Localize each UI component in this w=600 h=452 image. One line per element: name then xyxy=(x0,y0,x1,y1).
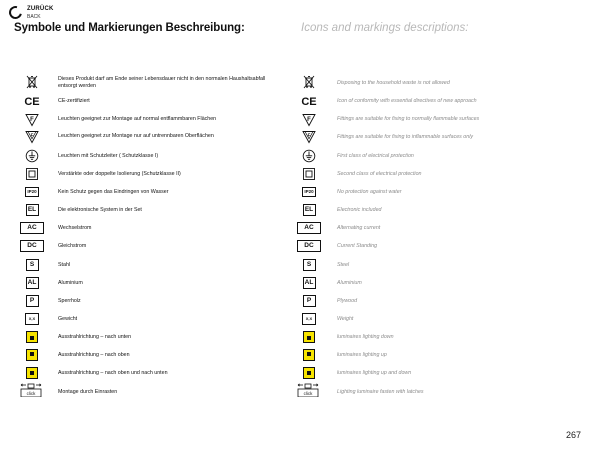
click-label: click xyxy=(26,391,36,396)
weee-crossed-bin-icon xyxy=(297,75,321,89)
ce-mark-icon: CE xyxy=(24,96,40,108)
click-latch-icon xyxy=(293,383,323,399)
ce-mark-icon: CE xyxy=(301,96,317,108)
description-en: Disposing to the household waste is not allowed xyxy=(337,80,450,86)
light-up-down-icon xyxy=(20,366,44,380)
plywood-box-icon xyxy=(20,294,44,308)
description-de: Die elektronische System in der Set xyxy=(58,207,142,213)
description-de: Leuchten geeignet zur Montage nur auf untrennbaren Oberflächen xyxy=(58,133,214,139)
light-up-down-icon xyxy=(297,366,321,380)
dc-box-icon xyxy=(297,239,321,253)
ac-box-icon xyxy=(20,221,44,235)
ac-box-icon xyxy=(297,221,321,235)
light-up-icon xyxy=(297,348,321,362)
protective-earth-icon xyxy=(297,149,321,163)
steel-label: S xyxy=(26,259,39,271)
weight-icon xyxy=(20,312,44,326)
description-de: Sperrholz xyxy=(58,298,81,304)
aluminium-box-icon xyxy=(297,276,321,290)
f-mark-normal-surface-icon xyxy=(297,113,321,127)
description-de: Ausstrahlrichtung – nach unten xyxy=(58,334,132,340)
weight-label: X,X xyxy=(302,313,316,325)
light-down-icon xyxy=(20,330,44,344)
click-label: click xyxy=(303,391,313,396)
aluminium-label: AL xyxy=(26,277,39,289)
aluminium-label: AL xyxy=(303,277,316,289)
description-en: Icon of conformity with essential directives of new approach xyxy=(337,98,477,104)
description-de: Dieses Produkt darf am Ende seiner Lebensdauer nicht in den normalen Haushaltsabfall entsorgt werden xyxy=(58,76,266,89)
light-down-icon xyxy=(297,330,321,344)
description-en: luminaires lighting up xyxy=(337,352,387,358)
plywood-box-icon xyxy=(297,294,321,308)
aluminium-box-icon xyxy=(20,276,44,290)
description-en: Plywood xyxy=(337,298,358,304)
description-en: Aluminium xyxy=(337,280,362,286)
description-de: Leuchten mit Schutzleiter ( Schutzklasse I) xyxy=(58,153,159,159)
description-de: Verstärkte oder doppelte Isolierung (Schutzklasse II) xyxy=(58,171,181,177)
ip20-icon xyxy=(20,185,44,199)
description-en: No protection against water xyxy=(337,189,402,195)
el-label: EL xyxy=(303,204,316,216)
description-en: Lighting luminaire fasten with latches xyxy=(337,389,424,395)
title-english: Icons and markings descriptions: xyxy=(301,22,469,34)
ip20-icon xyxy=(297,185,321,199)
el-label: EL xyxy=(26,204,39,216)
plywood-label: P xyxy=(303,295,316,307)
description-en: Weight xyxy=(337,316,354,322)
description-en: Fittings are suitable for fixing to inflammable surfaces only xyxy=(337,134,474,140)
ip20-label: IP20 xyxy=(25,187,39,197)
ip20-label: IP20 xyxy=(302,187,316,197)
description-de: CE-zertifiziert xyxy=(58,98,90,104)
description-de: Ausstrahlrichtung – nach oben xyxy=(58,352,130,358)
plywood-label: P xyxy=(26,295,39,307)
double-insulation-icon xyxy=(20,167,44,181)
dc-label: DC xyxy=(20,240,44,252)
description-de: Aluminium xyxy=(58,280,83,286)
description-de: Gleichstrom xyxy=(58,243,87,249)
description-de: Gewicht xyxy=(58,316,78,322)
description-en: Alternating current xyxy=(337,225,381,231)
description-en: First class of electrical protection xyxy=(337,153,414,159)
description-en: Second class of electrical protection xyxy=(337,171,422,177)
weee-crossed-bin-icon xyxy=(20,75,44,89)
double-insulation-icon xyxy=(297,167,321,181)
ac-label: AC xyxy=(297,222,321,234)
dc-box-icon xyxy=(20,239,44,253)
description-en: Current Standing xyxy=(337,243,378,249)
description-de: Stahl xyxy=(58,262,71,268)
back-arrow-icon xyxy=(7,4,25,22)
description-de: Montage durch Einrasten xyxy=(58,389,118,395)
description-en: Steel xyxy=(337,262,350,268)
description-de: Wechselstrom xyxy=(58,225,92,231)
description-en: luminaires lighting down xyxy=(337,334,394,340)
dc-label: DC xyxy=(297,240,321,252)
description-en: Fittings are suitable for fixing to normally flammable surfaces xyxy=(337,116,480,122)
description-en: Electronic included xyxy=(337,207,382,213)
ac-label: AC xyxy=(20,222,44,234)
protective-earth-icon xyxy=(20,149,44,163)
description-en: luminaires lighting up and down xyxy=(337,370,412,376)
weight-label: X,X xyxy=(25,313,39,325)
description-de: Leuchten geeignet zur Montage auf normal entflammbaren Flächen xyxy=(58,116,217,122)
page-number: 267 xyxy=(565,430,581,440)
back-button[interactable] xyxy=(9,3,69,21)
click-latch-icon xyxy=(16,383,46,399)
steel-box-icon xyxy=(20,258,44,272)
weight-icon xyxy=(297,312,321,326)
light-up-icon xyxy=(20,348,44,362)
back-label-en: BACK xyxy=(27,14,41,20)
el-box-icon xyxy=(20,203,44,217)
steel-box-icon xyxy=(297,258,321,272)
f-mark-inflammable-surface-icon xyxy=(297,130,321,144)
description-de: Kein Schutz gegen das Eindringen von Wasser xyxy=(58,189,169,195)
title-german: Symbole und Markierungen Beschreibung: xyxy=(14,22,245,34)
f-mark-inflammable-surface-icon xyxy=(20,130,44,144)
steel-label: S xyxy=(303,259,316,271)
f-mark-normal-surface-icon xyxy=(20,113,44,127)
el-box-icon xyxy=(297,203,321,217)
back-label-de: ZURÜCK xyxy=(27,6,54,12)
description-de: Ausstrahlrichtung – nach oben und nach unten xyxy=(58,370,168,376)
